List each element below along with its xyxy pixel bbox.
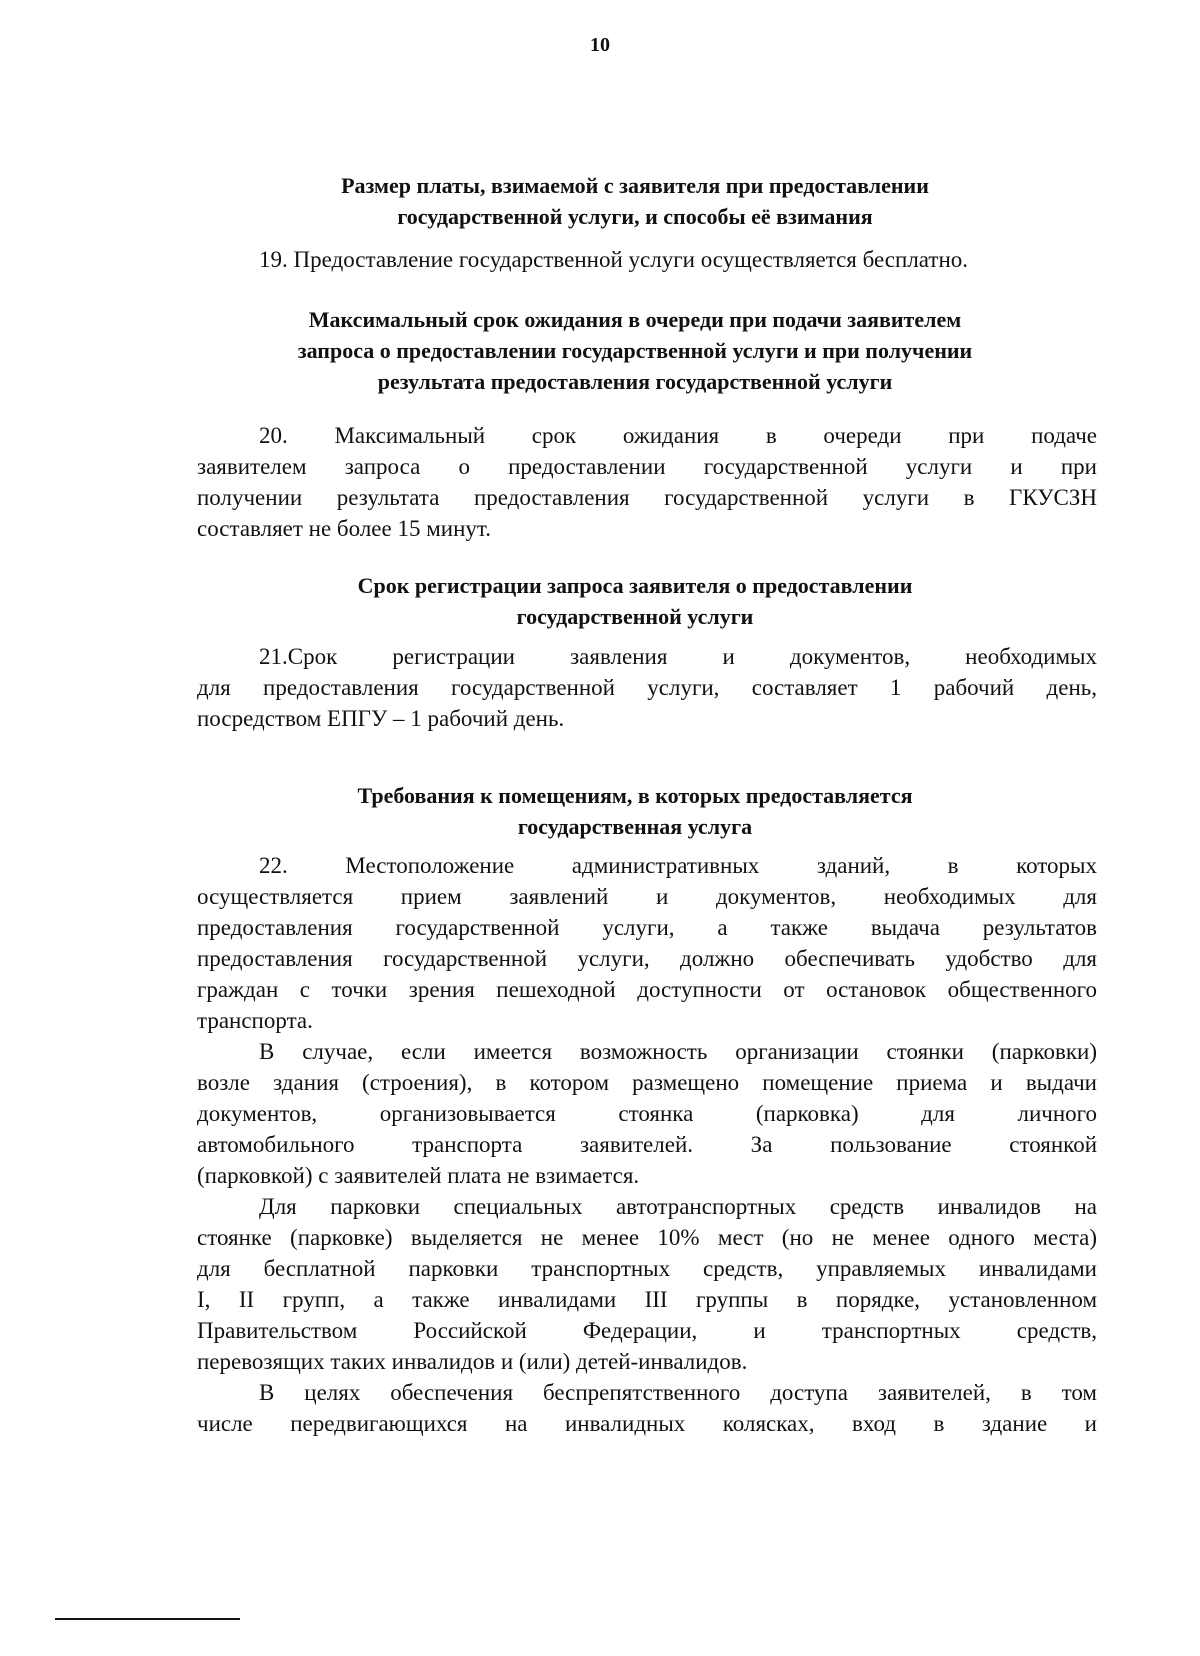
heading-line: Размер платы, взимаемой с заявителя при предоставлении	[341, 173, 929, 198]
paragraph-line: 19. Предоставление государственной услуги осуществляется бесплатно.	[259, 247, 969, 272]
section-heading-fee	[150, 170, 1120, 232]
heading-line: запроса о предоставлении государственной услуги и при получении	[297, 338, 973, 363]
paragraph-line: Правительством Российской Федерации, и транспортных средств,	[197, 1318, 1097, 1343]
paragraph-line: I, II групп, а также инвалидами III группы в порядке, установленном	[197, 1287, 1097, 1312]
paragraph-21	[197, 641, 1097, 734]
section-heading-queue	[150, 304, 1120, 397]
heading-line: государственной услуги, и способы её взимания	[397, 204, 873, 229]
heading-line: результата предоставления государственной услуги	[377, 369, 893, 394]
paragraph-line: получении результата предоставления государственной услуги в ГКУСЗН	[197, 485, 1097, 510]
paragraph-line: граждан с точки зрения пешеходной доступности от остановок общественного	[197, 977, 1097, 1002]
heading-line: Срок регистрации запроса заявителя о предоставлении	[357, 573, 913, 598]
paragraph-line: посредством ЕПГУ – 1 рабочий день.	[197, 706, 565, 731]
heading-line: государственная услуга	[517, 814, 753, 839]
paragraph-line: автомобильного транспорта заявителей. За пользование стоянкой	[197, 1132, 1097, 1157]
heading-line: государственной услуги	[516, 604, 754, 629]
section-heading-premises	[150, 780, 1120, 842]
heading-line: Требования к помещениям, в которых предоставляется	[357, 783, 913, 808]
paragraph-line: стоянке (парковке) выделяется не менее 10% мест (но не менее одного места)	[197, 1225, 1097, 1250]
paragraph-access	[197, 1377, 1097, 1439]
paragraph-line: предоставления государственной услуги, должно обеспечивать удобство для	[197, 946, 1097, 971]
paragraph-line: транспорта.	[197, 1008, 313, 1033]
paragraph-line: числе передвигающихся на инвалидных колясках, вход в здание и	[197, 1411, 1097, 1436]
paragraph-line: перевозящих таких инвалидов и (или) детей-инвалидов.	[197, 1349, 748, 1374]
paragraph-line: В случае, если имеется возможность организации стоянки (парковки)	[259, 1039, 1097, 1064]
paragraph-20	[197, 420, 1097, 544]
paragraph-parking	[197, 1036, 1097, 1191]
heading-line: Максимальный срок ожидания в очереди при подачи заявителем	[308, 307, 962, 332]
paragraph-line: 20. Максимальный срок ожидания в очереди при подаче	[259, 423, 1097, 448]
paragraph-line: Для парковки специальных автотранспортных средств инвалидов на	[259, 1194, 1097, 1219]
paragraph-line: для предоставления государственной услуги, составляет 1 рабочий день,	[197, 675, 1097, 700]
footnote-separator	[55, 1618, 240, 1620]
page-number: 10	[590, 34, 610, 56]
paragraph-line: для бесплатной парковки транспортных средств, управляемых инвалидами	[197, 1256, 1097, 1281]
paragraph-22	[197, 850, 1097, 1036]
paragraph-disabled-parking	[197, 1191, 1097, 1377]
paragraph-19	[197, 244, 1097, 275]
paragraph-line: (парковкой) с заявителей плата не взимается.	[197, 1163, 640, 1188]
paragraph-line: 22. Местоположение административных зданий, в которых	[259, 853, 1097, 878]
paragraph-line: 21.Срок регистрации заявления и документов, необходимых	[259, 644, 1097, 669]
paragraph-line: составляет не более 15 минут.	[197, 516, 491, 541]
section-heading-registration	[150, 570, 1120, 632]
paragraph-line: В целях обеспечения беспрепятственного доступа заявителей, в том	[259, 1380, 1097, 1405]
paragraph-line: предоставления государственной услуги, а также выдача результатов	[197, 915, 1097, 940]
paragraph-line: возле здания (строения), в котором размещено помещение приема и выдачи	[197, 1070, 1097, 1095]
paragraph-line: документов, организовывается стоянка (парковка) для личного	[197, 1101, 1097, 1126]
paragraph-line: осуществляется прием заявлений и документов, необходимых для	[197, 884, 1097, 909]
paragraph-line: заявителем запроса о предоставлении государственной услуги и при	[197, 454, 1097, 479]
